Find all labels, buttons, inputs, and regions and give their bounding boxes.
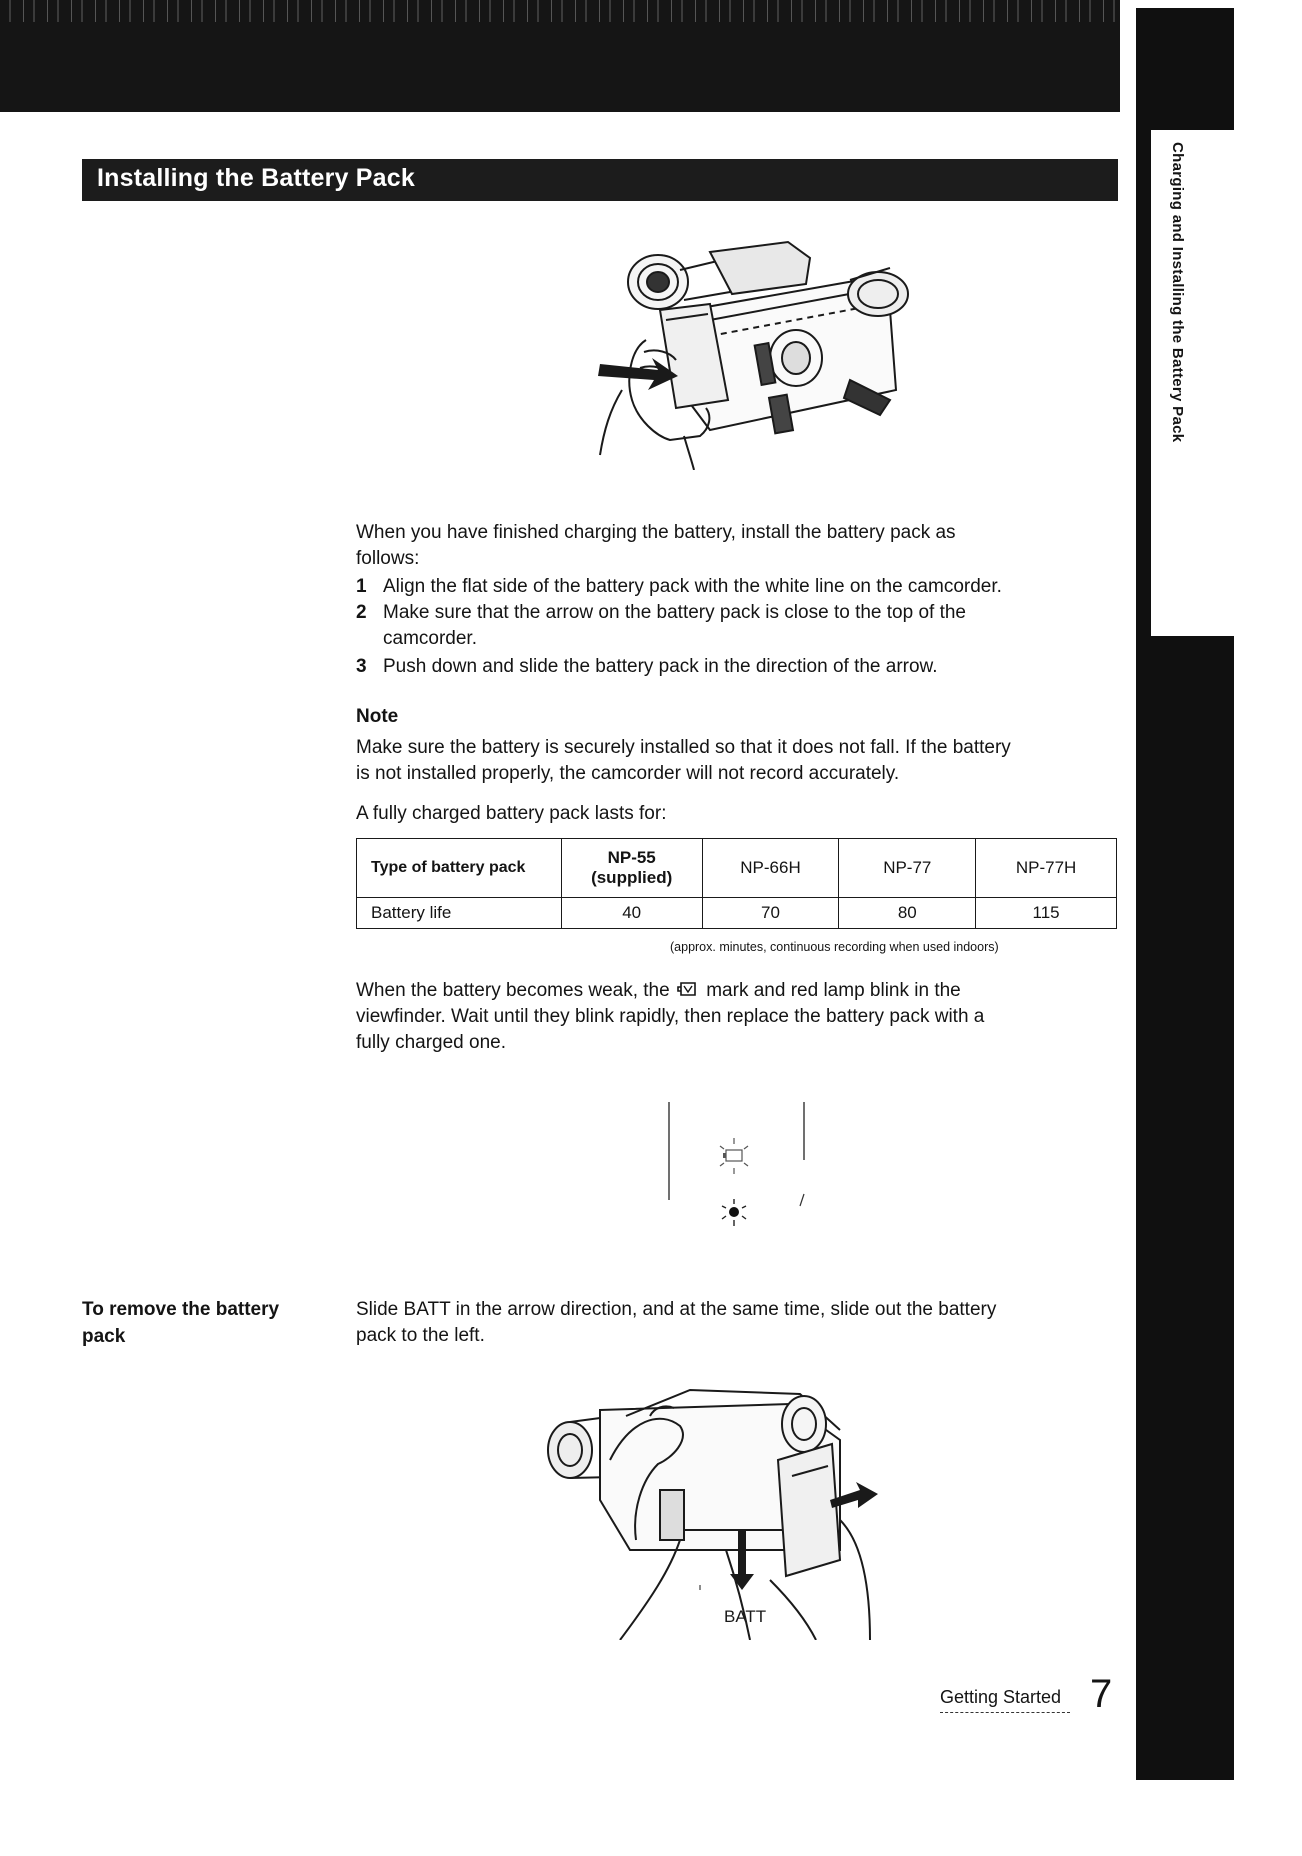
table-footnote: (approx. minutes, continuous recording when used indoors) [670,940,999,954]
page-number: 7 [1090,1672,1113,1716]
remove-line-2: pack to the left. [356,1325,485,1346]
battery-warning-icon [677,980,699,998]
weak-line-1 [356,978,961,1004]
note-line-2: is not installed properly, the camcorder will not record accurately. [356,763,900,784]
page-title: Installing the Battery Pack [97,164,415,192]
step-1 [356,574,1136,600]
step-text: Push down and slide the battery pack in the direction of the arrow. [383,656,938,677]
table-row [357,898,1117,929]
step-number: 3 [356,656,367,677]
table-header-row [357,839,1117,898]
camcorder-remove-illustration [540,1380,950,1640]
table-cell: 70 [702,898,839,929]
remove-heading-line-1: To remove the battery [82,1299,280,1320]
weak-line-2: viewfinder. Wait until they blink rapidly, then replace the battery pack with a [356,1006,985,1027]
header-np66h: NP-66H [702,839,839,898]
table-header-label: Type of battery pack [357,839,562,898]
note-heading: Note [356,706,399,727]
viewfinder-blink-illustration [660,1100,820,1230]
header-np55-note: (supplied) [591,868,673,887]
footer-underline [940,1712,1070,1713]
footer-section-label: Getting Started [940,1687,1062,1707]
table-cell: 115 [976,898,1117,929]
intro-line-2: follows: [356,548,420,569]
step-2 [356,600,1136,652]
step-number: 1 [356,576,367,597]
intro-line-1: When you have finished charging the battery, install the battery pack as [356,522,956,543]
batt-callout-label: BATT [724,1607,767,1626]
remove-heading-line-2: pack [82,1326,126,1347]
header-band [0,0,1120,112]
row-label: Battery life [357,898,562,929]
table-cell: 40 [561,898,702,929]
table-cell: 80 [839,898,976,929]
header-np77: NP-77 [839,839,976,898]
step-number: 2 [356,602,367,623]
remove-line-1: Slide BATT in the arrow direction, and at the same time, slide out the battery [356,1299,997,1320]
battery-lasts-intro: A fully charged battery pack lasts for: [356,803,667,824]
battery-life-table [356,838,1117,929]
side-tab-lower [1136,636,1234,1780]
side-tab-label: Charging and Installing the Battery Pack [1169,142,1186,443]
header-np55: NP-55 [607,848,656,867]
blinking-battery-icon [720,1138,748,1174]
blinking-lamp-icon [722,1199,746,1226]
step-text-continued: camcorder. [383,628,477,649]
weak-line-3: fully charged one. [356,1032,506,1053]
note-line-1: Make sure the battery is securely installed so that it does not fall. If the battery [356,737,1011,758]
weak-line-1-end: mark and red lamp blink in the [706,980,961,1001]
remove-heading [82,1296,322,1350]
step-text: Make sure that the arrow on the battery pack is close to the top of the [383,602,966,623]
step-text: Align the flat side of the battery pack with the white line on the camcorder. [383,576,1002,597]
header-np77h: NP-77H [976,839,1117,898]
weak-line-1-start: When the battery becomes weak, the [356,980,670,1001]
camcorder-insert-illustration [560,240,940,470]
step-3 [356,654,1136,680]
table-header-cell [561,839,702,898]
